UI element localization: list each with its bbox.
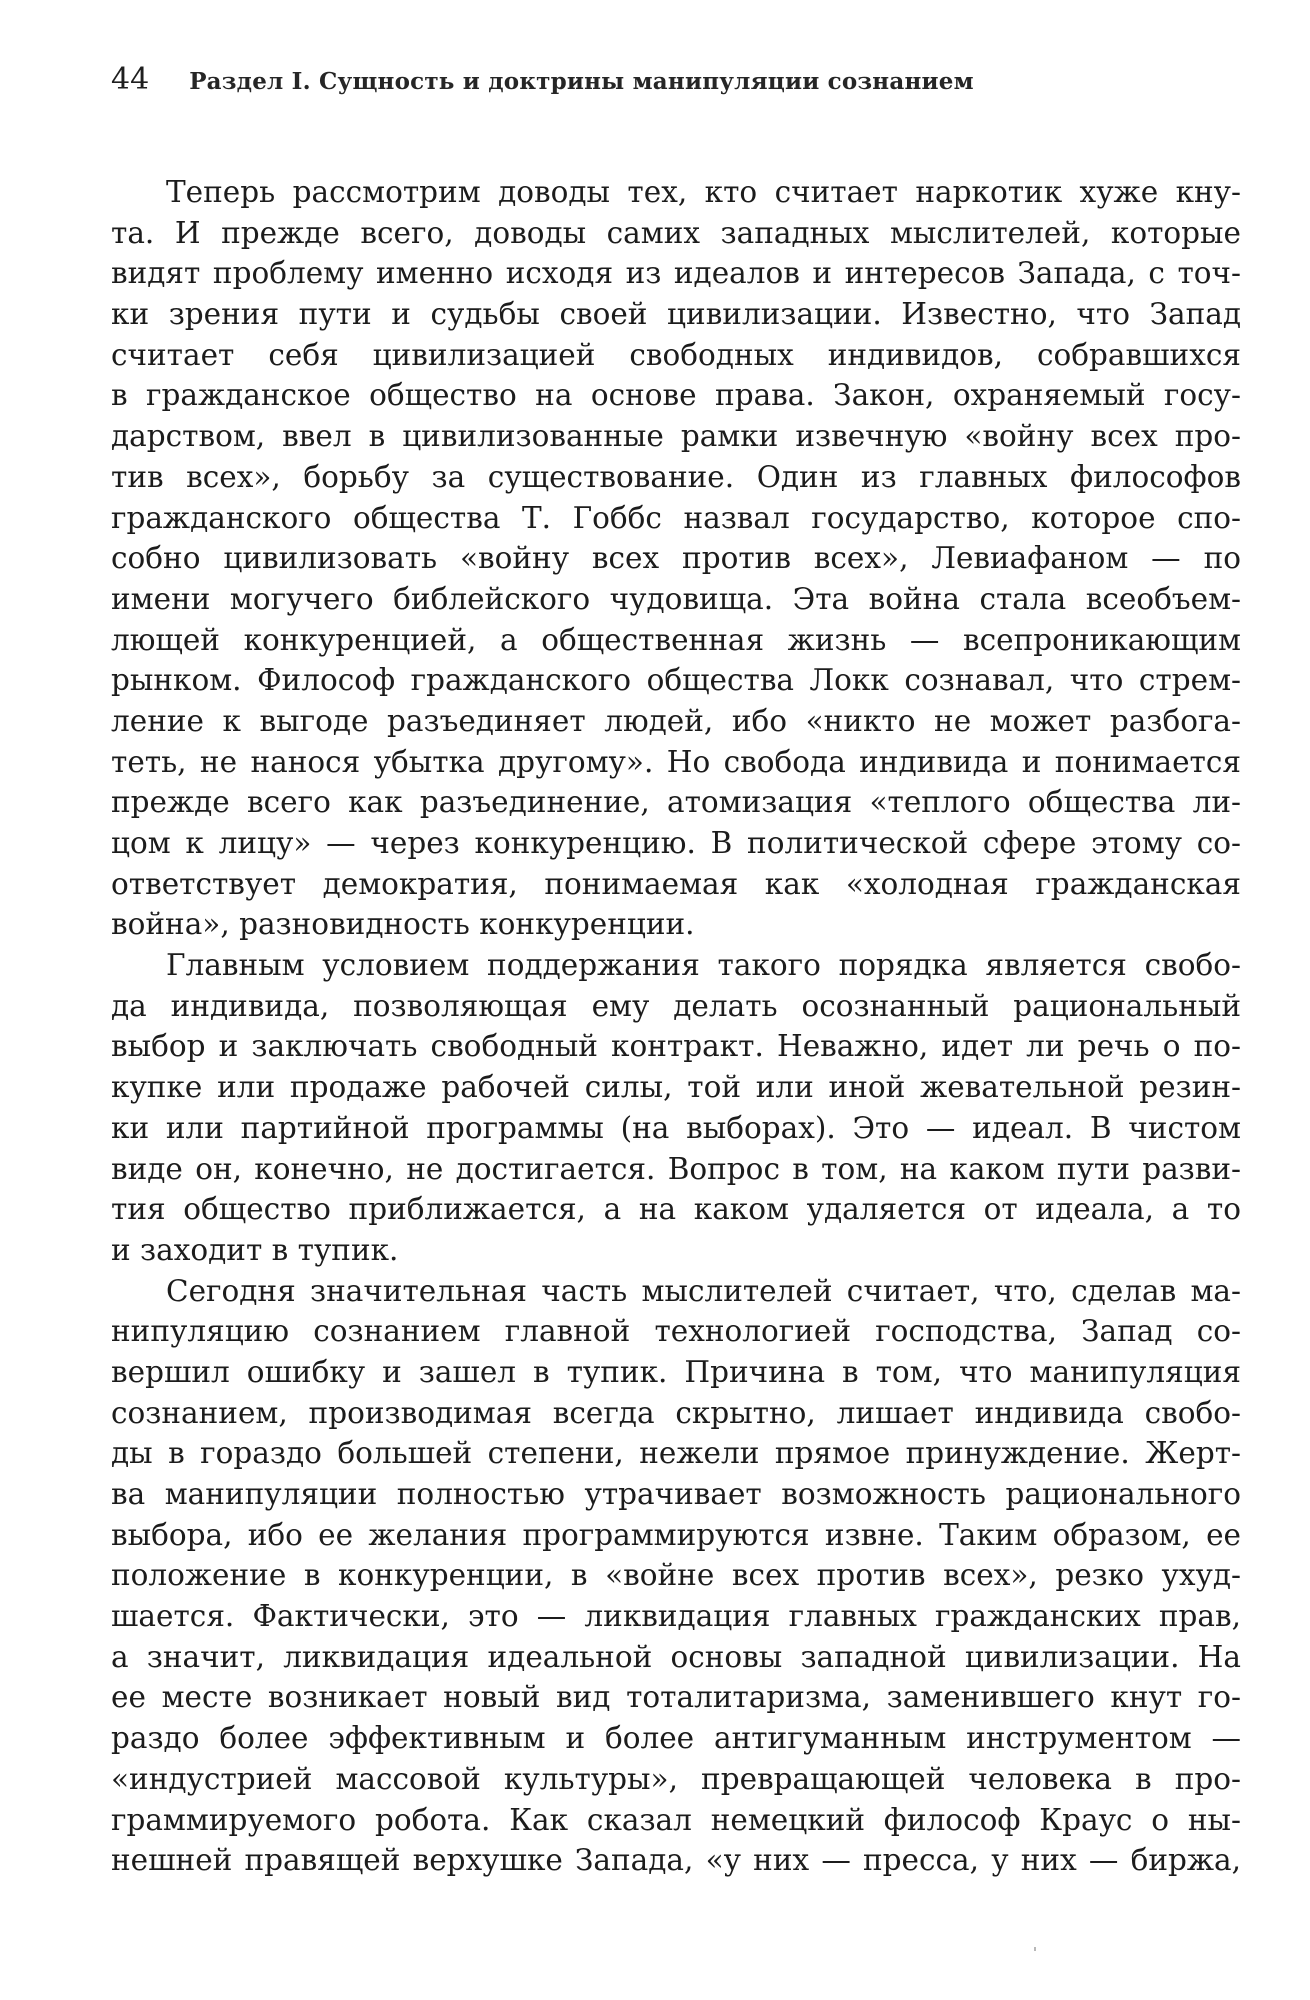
text-line: виде он, конечно, не достигается. Вопрос в том, на каком пути разви- bbox=[111, 1151, 1241, 1186]
running-header bbox=[111, 62, 1241, 102]
text-line: ее месте возникает новый вид тоталитаризма, заменившего кнут го- bbox=[111, 1680, 1241, 1715]
text-line: выбор и заключать свободный контракт. Неважно, идет ли речь о по- bbox=[111, 1029, 1241, 1064]
text-line: гражданского общества Т. Гоббс назвал государство, которое спо- bbox=[111, 500, 1241, 535]
text-line: рынком. Философ гражданского общества Локк сознавал, что стрем- bbox=[111, 663, 1241, 698]
text-line: граммируемого робота. Как сказал немецкий философ Краус о ны- bbox=[111, 1802, 1241, 1837]
text-line: шается. Фактически, это — ликвидация главных гражданских прав, bbox=[111, 1599, 1241, 1634]
text-line: Главным условием поддержания такого порядка является свобо- bbox=[166, 948, 1241, 983]
text-line: считает себя цивилизацией свободных индивидов, собравшихся bbox=[111, 337, 1241, 372]
text-line: та. И прежде всего, доводы самих западных мыслителей, которые bbox=[111, 215, 1241, 250]
text-line: ва манипуляции полностью утрачивает возможность рационального bbox=[111, 1477, 1241, 1511]
text-line: и заходит в тупик. bbox=[111, 1232, 399, 1267]
text-line: сознанием, производимая всегда скрытно, лишает индивида свобо- bbox=[111, 1395, 1241, 1430]
page-number: 44 bbox=[111, 62, 150, 97]
text-line: ки или партийной программы (на выборах). Это — идеал. В чистом bbox=[111, 1110, 1241, 1145]
text-line: вершил ошибку и зашел в тупик. Причина в том, что манипуляция bbox=[111, 1354, 1241, 1389]
text-line: купке или продаже рабочей силы, той или иной жевательной резин- bbox=[111, 1070, 1241, 1105]
text-line: лющей конкуренцией, а общественная жизнь — всепроникающим bbox=[111, 622, 1241, 657]
text-line: «индустрией массовой культуры», превращающей человека в про- bbox=[111, 1761, 1241, 1796]
text-line: положение в конкуренции, в «войне всех против всех», резко ухуд- bbox=[111, 1558, 1241, 1593]
text-line: имени могучего библейского чудовища. Эта война стала всеобъем- bbox=[111, 581, 1241, 616]
text-line: в гражданское общество на основе права. Закон, охраняемый госу- bbox=[111, 378, 1241, 413]
text-line: Теперь рассмотрим доводы тех, кто считает наркотик хуже кну- bbox=[166, 175, 1241, 209]
text-line: нипуляцию сознанием главной технологией господства, Запад со- bbox=[111, 1314, 1241, 1349]
text-line: тив всех», борьбу за существование. Один из главных философов bbox=[111, 459, 1241, 494]
text-line: война», разновидность конкуренции. bbox=[111, 907, 695, 942]
text-line: собно цивилизовать «войну всех против всех», Левиафаном — по bbox=[111, 541, 1241, 576]
text-line: ки зрения пути и судьбы своей цивилизации. Известно, что Запад bbox=[111, 297, 1241, 332]
text-line: Сегодня значительная часть мыслителей считает, что, сделав ма- bbox=[166, 1273, 1241, 1308]
text-line: дарством, ввел в цивилизованные рамки извечную «войну всех про- bbox=[111, 419, 1241, 454]
text-line: ление к выгоде разъединяет людей, ибо «никто не может разбога- bbox=[111, 703, 1241, 738]
text-line: цом к лицу» — через конкуренцию. В политической сфере этому со- bbox=[111, 826, 1241, 860]
body-text bbox=[111, 172, 1241, 1881]
text-line: видят проблему именно исходя из идеалов и интересов Запада, с точ- bbox=[111, 256, 1241, 291]
text-line: выбора, ибо ее желания программируются извне. Таким образом, ее bbox=[111, 1517, 1241, 1552]
text-line: прежде всего как разъединение, атомизация «теплого общества ли- bbox=[111, 785, 1241, 820]
paper-speck bbox=[1034, 1947, 1036, 1951]
text-line: да индивида, позволяющая ему делать осознанный рациональный bbox=[111, 988, 1241, 1023]
text-line: тия общество приближается, а на каком удаляется от идеала, а то bbox=[111, 1192, 1241, 1227]
text-line: раздо более эффективным и более антигуманным инструментом — bbox=[111, 1721, 1241, 1756]
section-title: Раздел I. Сущность и доктрины манипуляции сознанием bbox=[189, 68, 974, 95]
text-line: нешней правящей верхушке Запада, «у них — пресса, у них — биржа, bbox=[111, 1843, 1241, 1878]
text-line: ды в гораздо большей степени, нежели прямое принуждение. Жерт- bbox=[111, 1436, 1241, 1471]
text-line: теть, не нанося убытка другому». Но свобода индивида и понимается bbox=[111, 744, 1241, 779]
text-line: а значит, ликвидация идеальной основы западной цивилизации. На bbox=[111, 1639, 1241, 1674]
text-line: ответствует демократия, понимаемая как «холодная гражданская bbox=[111, 866, 1241, 901]
